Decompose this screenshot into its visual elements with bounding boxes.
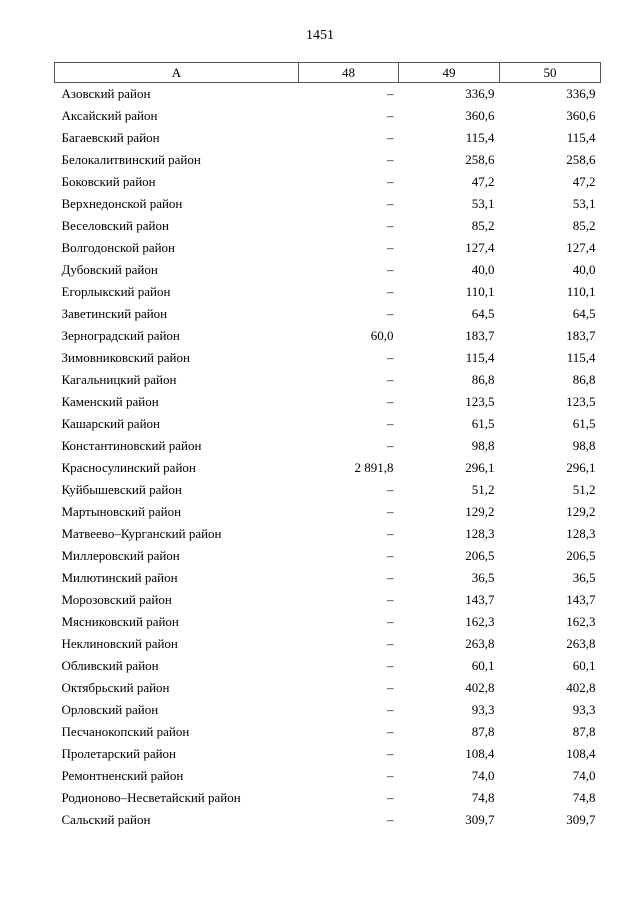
table-row	[55, 655, 601, 677]
value-50-cell: 115,4	[566, 350, 596, 365]
value-49-cell: 309,7	[465, 812, 495, 827]
value-49-cell: 51,2	[471, 482, 495, 497]
value-49-cell: 258,6	[465, 152, 495, 167]
value-50-cell: 85,2	[572, 218, 596, 233]
value-50-cell: 123,5	[566, 394, 596, 409]
value-50-cell: 40,0	[572, 262, 596, 277]
column-header-49: 49	[399, 63, 500, 83]
budget-table	[54, 62, 601, 831]
table-row	[55, 347, 601, 369]
value-49-cell: 143,7	[465, 592, 495, 607]
value-49-cell: 127,4	[465, 240, 495, 255]
value-49-cell: 263,8	[465, 636, 495, 651]
value-48-cell: –	[387, 306, 394, 321]
table-row	[55, 193, 601, 215]
table-row	[55, 369, 601, 391]
value-49-cell: 85,2	[471, 218, 495, 233]
value-48-cell: –	[387, 636, 394, 651]
district-name-cell: Веселовский район	[61, 218, 169, 233]
page-number: 1451	[306, 28, 334, 43]
table-row	[55, 83, 601, 106]
column-header-48: 48	[299, 63, 399, 83]
value-50-cell: 296,1	[566, 460, 596, 475]
value-49-cell: 336,9	[465, 86, 495, 101]
value-49-cell: 115,4	[465, 350, 495, 365]
value-48-cell: 2 891,8	[354, 460, 394, 475]
value-48-cell: –	[387, 174, 394, 189]
district-name-cell: Милютинский район	[61, 570, 178, 585]
district-name-cell: Егорлыкский район	[61, 284, 171, 299]
table-row	[55, 259, 601, 281]
value-50-cell: 263,8	[566, 636, 596, 651]
table-row	[55, 281, 601, 303]
value-50-cell: 74,0	[572, 768, 596, 783]
value-49-cell: 86,8	[471, 372, 495, 387]
district-name-cell: Белокалитвинский район	[61, 152, 201, 167]
table-body	[55, 83, 601, 832]
district-name-cell: Каменский район	[61, 394, 159, 409]
value-50-cell: 60,1	[572, 658, 596, 673]
district-name-cell: Кашарский район	[61, 416, 160, 431]
table-row	[55, 721, 601, 743]
value-50-cell: 108,4	[566, 746, 596, 761]
value-49-cell: 60,1	[471, 658, 495, 673]
district-name-cell: Орловский район	[61, 702, 159, 717]
district-name-cell: Боковский район	[61, 174, 156, 189]
value-48-cell: –	[387, 724, 394, 739]
district-name-cell: Октябрьский район	[61, 680, 170, 695]
table-row	[55, 479, 601, 501]
value-49-cell: 93,3	[471, 702, 495, 717]
district-name-cell: Багаевский район	[61, 130, 160, 145]
value-49-cell: 98,8	[471, 438, 495, 453]
value-48-cell: –	[387, 812, 394, 827]
value-48-cell: –	[387, 196, 394, 211]
value-50-cell: 309,7	[566, 812, 596, 827]
district-name-cell: Зимовниковский район	[61, 350, 190, 365]
value-50-cell: 93,3	[572, 702, 596, 717]
value-50-cell: 61,5	[572, 416, 596, 431]
value-50-cell: 64,5	[572, 306, 596, 321]
column-header-a: А	[55, 63, 299, 83]
value-50-cell: 47,2	[572, 174, 596, 189]
value-49-cell: 128,3	[465, 526, 495, 541]
table-row	[55, 435, 601, 457]
value-48-cell: –	[387, 504, 394, 519]
value-50-cell: 258,6	[566, 152, 596, 167]
value-48-cell: –	[387, 262, 394, 277]
value-48-cell: –	[387, 614, 394, 629]
table-row	[55, 501, 601, 523]
table-row	[55, 303, 601, 325]
value-50-cell: 74,8	[572, 790, 596, 805]
table-row	[55, 545, 601, 567]
value-50-cell: 128,3	[566, 526, 596, 541]
value-49-cell: 61,5	[471, 416, 495, 431]
table-row	[55, 149, 601, 171]
value-49-cell: 110,1	[465, 284, 495, 299]
value-48-cell: –	[387, 350, 394, 365]
value-49-cell: 123,5	[465, 394, 495, 409]
district-name-cell: Пролетарский район	[61, 746, 177, 761]
value-48-cell: –	[387, 86, 394, 101]
district-name-cell: Обливский район	[61, 658, 159, 673]
value-48-cell: –	[387, 240, 394, 255]
value-48-cell: –	[387, 108, 394, 123]
value-49-cell: 64,5	[471, 306, 495, 321]
table-row	[55, 413, 601, 435]
value-48-cell: –	[387, 790, 394, 805]
table-row	[55, 809, 601, 831]
value-48-cell: –	[387, 438, 394, 453]
value-49-cell: 47,2	[471, 174, 495, 189]
value-50-cell: 86,8	[572, 372, 596, 387]
value-49-cell: 296,1	[465, 460, 495, 475]
value-49-cell: 206,5	[465, 548, 495, 563]
value-50-cell: 336,9	[566, 86, 596, 101]
value-50-cell: 98,8	[572, 438, 596, 453]
district-name-cell: Родионово–Несветайский район	[61, 790, 241, 805]
value-48-cell: –	[387, 526, 394, 541]
district-name-cell: Песчанокопский район	[61, 724, 190, 739]
district-name-cell: Волгодонской район	[61, 240, 176, 255]
district-name-cell: Ремонтненский район	[61, 768, 184, 783]
district-name-cell: Сальский район	[61, 812, 151, 827]
district-name-cell: Мясниковский район	[61, 614, 179, 629]
value-50-cell: 162,3	[566, 614, 596, 629]
district-name-cell: Зерноградский район	[61, 328, 180, 343]
table-row	[55, 589, 601, 611]
table-row	[55, 699, 601, 721]
table-row	[55, 215, 601, 237]
value-49-cell: 36,5	[471, 570, 495, 585]
value-48-cell: –	[387, 284, 394, 299]
value-48-cell: –	[387, 372, 394, 387]
value-49-cell: 129,2	[465, 504, 495, 519]
table-row	[55, 567, 601, 589]
district-name-cell: Миллеровский район	[61, 548, 180, 563]
value-48-cell: –	[387, 702, 394, 717]
value-48-cell: –	[387, 746, 394, 761]
value-50-cell: 53,1	[572, 196, 596, 211]
table-row	[55, 677, 601, 699]
value-50-cell: 110,1	[566, 284, 596, 299]
value-48-cell: –	[387, 394, 394, 409]
value-48-cell: –	[387, 592, 394, 607]
value-49-cell: 115,4	[465, 130, 495, 145]
value-49-cell: 74,0	[471, 768, 495, 783]
value-50-cell: 127,4	[566, 240, 596, 255]
table-row	[55, 105, 601, 127]
district-name-cell: Мартыновский район	[61, 504, 182, 519]
value-50-cell: 115,4	[566, 130, 596, 145]
district-name-cell: Красносулинский район	[61, 460, 196, 475]
value-49-cell: 162,3	[465, 614, 495, 629]
district-name-cell: Дубовский район	[61, 262, 158, 277]
value-50-cell: 183,7	[566, 328, 596, 343]
value-48-cell: –	[387, 130, 394, 145]
district-name-cell: Константиновский район	[61, 438, 202, 453]
district-name-cell: Куйбышевский район	[61, 482, 182, 497]
table-row	[55, 171, 601, 193]
table-row	[55, 611, 601, 633]
district-name-cell: Кагальницкий район	[61, 372, 177, 387]
value-48-cell: 60,0	[370, 328, 394, 343]
value-49-cell: 87,8	[471, 724, 495, 739]
table-row	[55, 787, 601, 809]
value-48-cell: –	[387, 152, 394, 167]
value-50-cell: 36,5	[572, 570, 596, 585]
value-48-cell: –	[387, 680, 394, 695]
value-48-cell: –	[387, 570, 394, 585]
value-49-cell: 183,7	[465, 328, 495, 343]
table-row	[55, 391, 601, 413]
value-49-cell: 108,4	[465, 746, 495, 761]
value-50-cell: 206,5	[566, 548, 596, 563]
value-49-cell: 53,1	[471, 196, 495, 211]
table-row	[55, 237, 601, 259]
value-50-cell: 360,6	[566, 108, 596, 123]
table-row	[55, 457, 601, 479]
district-name-cell: Верхнедонской район	[61, 196, 183, 211]
column-header-50: 50	[500, 63, 601, 83]
table-row	[55, 523, 601, 545]
table-row	[55, 765, 601, 787]
value-48-cell: –	[387, 218, 394, 233]
district-name-cell: Азовский район	[61, 86, 151, 101]
value-48-cell: –	[387, 768, 394, 783]
value-50-cell: 51,2	[572, 482, 596, 497]
district-name-cell: Аксайский район	[61, 108, 158, 123]
value-49-cell: 402,8	[465, 680, 495, 695]
table-row	[55, 743, 601, 765]
value-49-cell: 40,0	[471, 262, 495, 277]
table-header-row	[55, 63, 601, 83]
value-49-cell: 360,6	[465, 108, 495, 123]
table-row	[55, 633, 601, 655]
district-name-cell: Матвеево–Курганский район	[61, 526, 222, 541]
district-name-cell: Неклиновский район	[61, 636, 178, 651]
value-48-cell: –	[387, 548, 394, 563]
district-name-cell: Морозовский район	[61, 592, 172, 607]
value-50-cell: 402,8	[566, 680, 596, 695]
value-48-cell: –	[387, 482, 394, 497]
table-row	[55, 127, 601, 149]
district-name-cell: Заветинский район	[61, 306, 168, 321]
value-48-cell: –	[387, 658, 394, 673]
value-49-cell: 74,8	[471, 790, 495, 805]
value-50-cell: 143,7	[566, 592, 596, 607]
value-50-cell: 87,8	[572, 724, 596, 739]
value-50-cell: 129,2	[566, 504, 596, 519]
value-48-cell: –	[387, 416, 394, 431]
table-row	[55, 325, 601, 347]
